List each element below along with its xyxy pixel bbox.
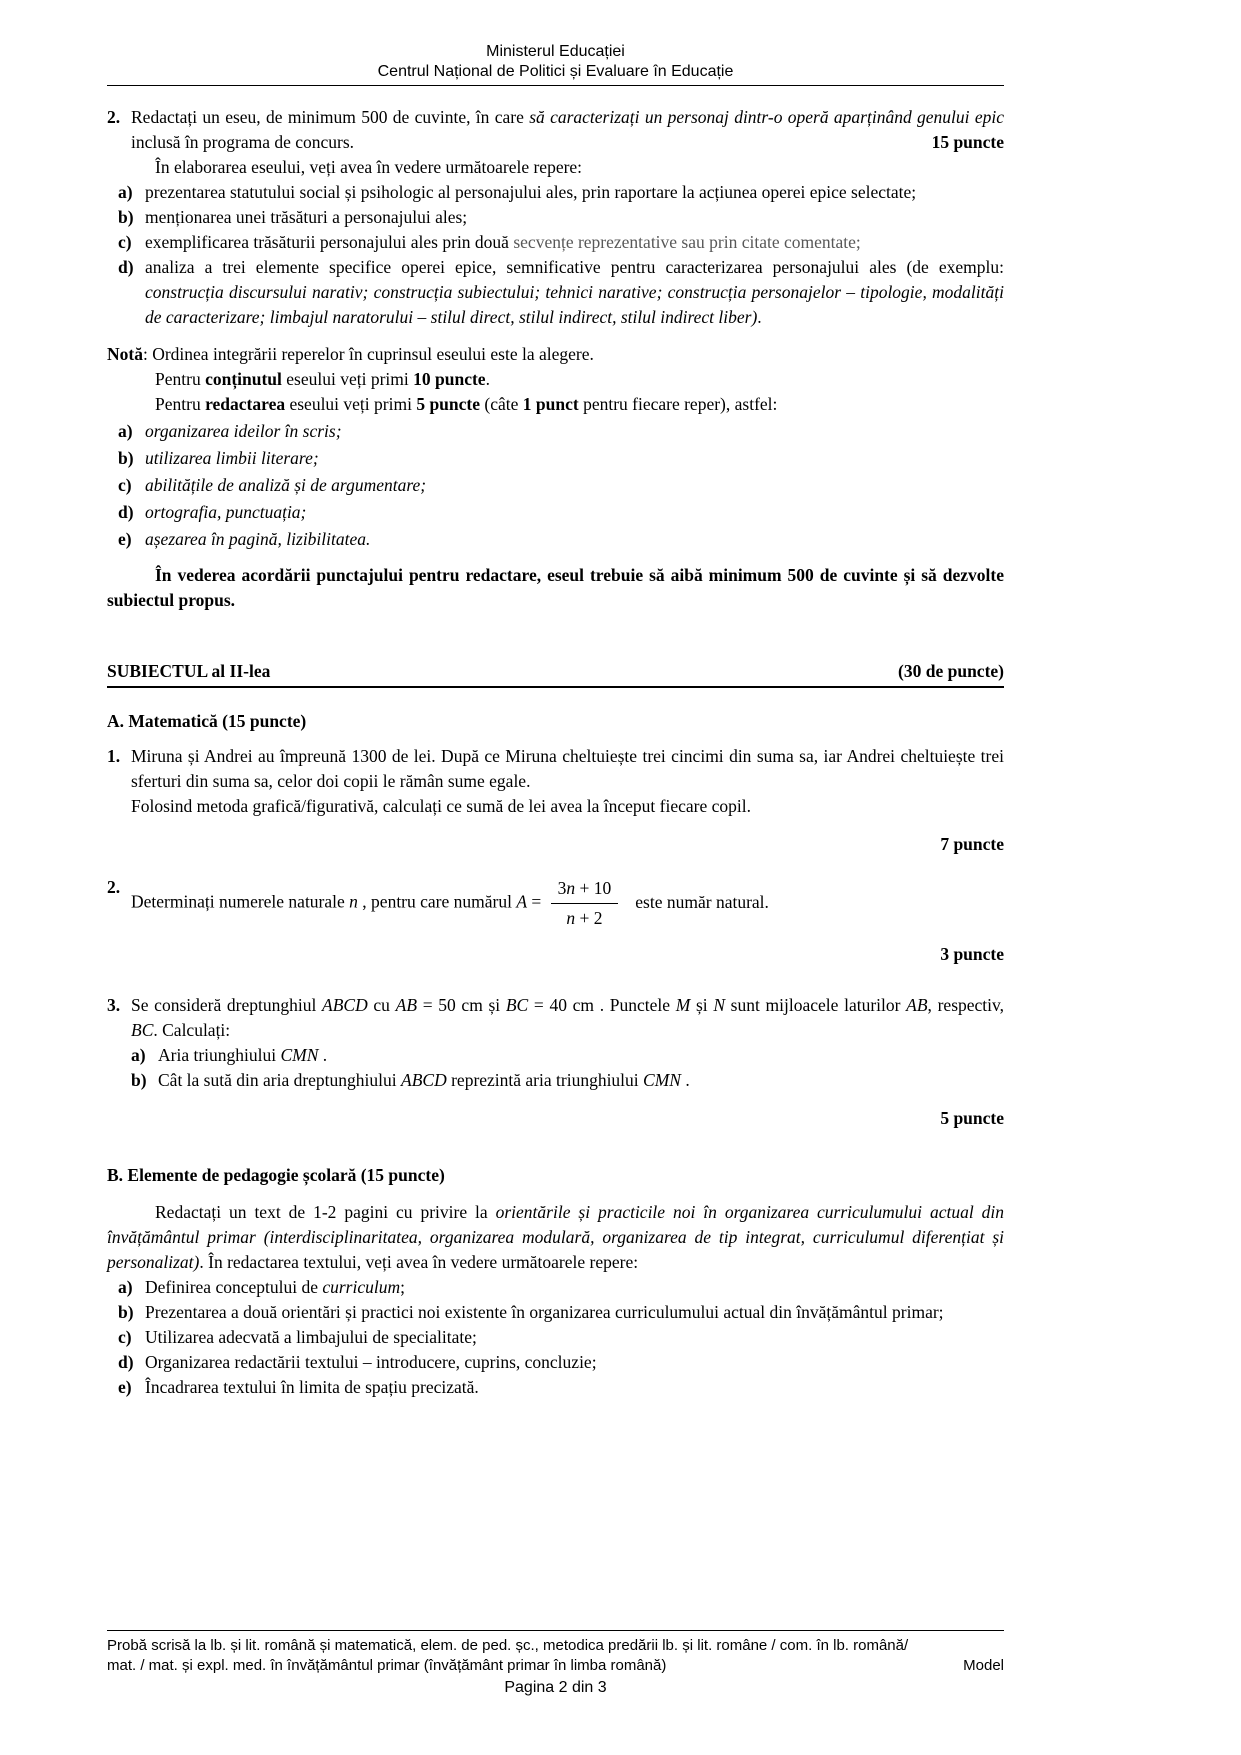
ped-b-text: Prezentarea a două orientări și practici noi existente în organizarea curriculumului actual din învățământul primar; [145,1302,944,1322]
p3-b-text-2: reprezintă aria triunghiului [446,1070,644,1090]
essay-reper-b [118,205,1004,230]
problem-2-number: 2. [107,877,121,897]
nota-reper-c [118,473,1004,498]
math-problem-2 [107,875,1004,932]
nota-final-paragraph: În vederea acordării punctajului pentru redactare, eseul trebuie să aibă minimum 500 de cuvinte și să dezvolte subiectul propus. [107,565,1004,610]
problem-2-text-3: este număr natural. [635,891,769,912]
ped-c-text: Utilizarea adecvată a limbajului de specialitate; [145,1327,477,1347]
reper-a-text: prezentarea statutului social și psihologic al personajului ales, prin raportare la acțiunea operei epice selectate; [145,182,917,202]
p3-a-text: Aria triunghiului [158,1045,281,1065]
nota-b-text: utilizarea limbii literare; [145,448,319,468]
nota-a-text: organizarea ideilor în scris; [145,421,342,441]
ped-e-label: e) [118,1377,132,1397]
ped-a-label: a) [118,1277,133,1297]
p3-t3: = 50 cm și [417,995,506,1015]
p3-a-end: . [318,1045,328,1065]
denominator-variable: n [566,908,576,928]
reper-d-text-end: . [757,307,762,327]
essay-intro-text-2: inclusă în programa de concurs. [131,132,355,152]
problem-1-number: 1. [107,746,121,766]
problem-2-points: 3 puncte [940,944,1004,964]
pedagogy-reper-d [118,1350,1004,1375]
center-name: Centrul Național de Politici și Evaluare în Educație [377,63,734,80]
document-footer [107,1630,1004,1698]
problem-3-item-a [131,1043,1004,1068]
essay-intro-text-1: Redactați un eseu, de minimum 500 de cuvinte, în care [131,107,530,127]
pedagogy-intro-paragraph [107,1200,1004,1275]
nota-d-text: ortografia, punctuația; [145,502,307,522]
problem-2-text-1: Determinați numerele naturale [131,891,350,912]
ped-d-label: d) [118,1352,134,1372]
var-BC-2: BC [131,1020,154,1040]
ministry-name: Ministerul Educației [486,43,625,60]
essay-points-badge: 15 puncte [931,132,1004,152]
numerator-coefficient: 3 [557,878,567,898]
var-N: N [713,995,725,1015]
continut-t1: Pentru [155,369,206,389]
math-problem-3 [107,993,1004,1093]
reper-b-label: b) [118,207,134,227]
ped-e-text: Încadrarea textului în limita de spațiu precizată. [145,1377,479,1397]
footer-line-2 [107,1656,1004,1676]
p3-a-label: a) [131,1045,146,1065]
reper-d-text-italic: construcția discursului narativ; construcția subiectului; tehnici narative; construcția personajelor – tipologie, modalități de caracterizare; limbajul naratorului – stilul direct, stilul indirect, stilul indirect liber) [145,282,1004,327]
nota-e-label: e) [118,529,132,549]
redactare-t3: eseului veți primi [285,394,417,414]
subject2-points: (30 de puncte) [898,661,1004,681]
p3-t7: , respectiv, [927,995,1005,1015]
ped-c-label: c) [118,1327,132,1347]
fraction [551,875,619,932]
var-CMN-2: CMN [643,1070,681,1090]
problem-3-number: 3. [107,995,121,1015]
var-A: A [516,891,528,912]
continut-bold: conținutul [205,369,282,389]
footer-rule [107,1630,1004,1631]
document-body [107,86,1004,1400]
essay-lead-line: În elaborarea eseului, veți avea în vedere următoarele repere: [155,157,583,177]
essay-question-block [107,105,1004,330]
essay-reper-a [118,180,1004,205]
problem-1-points: 7 puncte [940,834,1004,854]
p3-t5: și [690,995,714,1015]
problem-1-instruction: Folosind metoda grafică/figurativă, calculați ce sumă de lei avea la început fiecare copil. [131,796,752,816]
problem-3-points: 5 puncte [940,1108,1004,1128]
nota-c-label: c) [118,475,132,495]
ped-a-italic: curriculum [322,1277,401,1297]
reper-d-label: d) [118,257,134,277]
var-ABCD: ABCD [322,995,368,1015]
redactare-punct: 1 punct [522,394,579,414]
nota-line [107,342,1004,367]
essay-reper-c [118,230,1004,255]
p3-b-end: . [680,1070,690,1090]
reper-b-text: menționarea unei trăsături a personajului ales; [145,207,468,227]
var-AB-2: AB [906,995,928,1015]
continut-end: . [485,369,490,389]
nota-e-text: așezarea în pagină, lizibilitatea. [145,529,371,549]
fraction-numerator [551,875,619,904]
reper-c-text-black: exemplificarea trăsăturii personajului ales prin două [145,232,514,252]
redactare-end: pentru fiecare reper), astfel: [578,394,778,414]
essay-intro-paragraph [107,105,1004,155]
nota-block [107,342,1004,613]
p3-t2: cu [367,995,396,1015]
problem-1-body [131,744,1004,819]
nota-b-label: b) [118,448,134,468]
redactare-t5: (câte [480,394,523,414]
equals-sign: = [527,891,546,912]
essay-intro-body [131,105,1004,155]
redactare-points: 5 puncte [416,394,481,414]
pedagogy-reper-b [118,1300,1004,1325]
var-M: M [675,995,691,1015]
essay-topic-italic: să caracterizați un personaj dintr-o operă aparținând genului epic [529,107,1004,127]
p3-t1: Se consideră dreptunghiul [131,995,323,1015]
nota-reper-b [118,446,1004,471]
denominator-constant: + 2 [575,908,603,928]
nota-continut-line [155,367,1004,392]
p3-t8: . Calculați: [153,1020,231,1040]
pedagogy-topic-italic: orientările și practicile noi în organizarea curriculumului actual din învățământul primar (interdisciplinaritatea, organizarea modulară, organizarea de tip integrat, curriculumul diferențiat și personalizat) [107,1202,1004,1272]
nota-a-label: a) [118,421,133,441]
var-n: n [349,891,358,912]
var-ABCD-2: ABCD [401,1070,447,1090]
nota-reper-a [118,419,1004,444]
p3-b-text-1: Cât la sută din aria dreptunghiului [158,1070,402,1090]
var-BC: BC [505,995,529,1015]
continut-t3: eseului veți primi [281,369,414,389]
ped-a-text: Definirea conceptului de [145,1277,323,1297]
nota-reper-d [118,500,1004,525]
numerator-constant: + 10 [575,878,612,898]
footer-line-1: Probă scrisă la lb. și lit. română și matematică, elem. de ped. șc., metodica predării lb. și lit. române / com. în lb. română/ [107,1637,909,1654]
math-problem-1 [107,744,1004,819]
p3-b-label: b) [131,1070,147,1090]
essay-question-number: 2. [107,107,121,127]
problem-2-text-2: , pentru care numărul [357,891,517,912]
section-b-title: B. Elemente de pedagogie școlară (15 puncte) [107,1165,445,1185]
ped-d-text: Organizarea redactării textului – introducere, cuprins, concluzie; [145,1352,597,1372]
footer-exam-description: mat. / mat. și expl. med. în învățământul primar (învățământ primar în limba română) [107,1656,667,1674]
p3-t4: = 40 cm . Punctele [528,995,676,1015]
continut-points: 10 puncte [413,369,486,389]
nota-redactare-line [155,392,1004,417]
redactare-t1: Pentru [155,394,206,414]
problem-3-body [131,993,1004,1093]
pedagogy-reper-c [118,1325,1004,1350]
ped-b-label: b) [118,1302,134,1322]
nota-reper-e [118,527,1004,552]
var-AB: AB [395,995,418,1015]
footer-model-label: Model [963,1656,1004,1674]
reper-d-text [145,255,1004,330]
reper-a-label: a) [118,182,133,202]
pedagogy-intro-text-1: Redactați un text de 1-2 pagini cu privire la [155,1202,496,1222]
essay-reper-d [118,255,1004,330]
subject2-title: SUBIECTUL al II-lea [107,661,271,681]
p3-t6: sunt mijloacele laturilor [725,995,907,1015]
reper-c-text [145,230,1004,255]
problem-2-body [131,875,1004,932]
nota-label: Notă [107,344,143,364]
nota-text: : Ordinea integrării reperelor în cuprinsul eseului este la alegere. [142,344,594,364]
pedagogy-reper-e [118,1375,1004,1400]
fraction-denominator [551,904,619,932]
var-CMN: CMN [280,1045,319,1065]
nota-c-text: abilitățile de analiză și de argumentare; [145,475,427,495]
page-number: Pagina 2 din 3 [504,1679,607,1696]
section-a-title: A. Matematică (15 puncte) [107,711,307,731]
pedagogy-reper-a [118,1275,1004,1300]
reper-c-text-gray: secvențe reprezentative sau prin citate comentate; [513,232,861,252]
problem-3-item-b [131,1068,1004,1093]
problem-1-text: Miruna și Andrei au împreună 1300 de lei. După ce Miruna cheltuiește trei cincimi din suma sa, iar Andrei cheltuiește trei sferturi din suma sa, celor doi copii le rămân sume egale. [131,746,1004,791]
reper-d-text-normal: analiza a trei elemente specifice operei epice, semnificative pentru caracterizarea personajului ales (de exemplu: [145,257,1004,277]
redactare-bold: redactarea [205,394,286,414]
reper-c-label: c) [118,232,132,252]
numerator-variable: n [566,878,576,898]
ped-a-end: ; [400,1277,406,1297]
subject2-header [107,659,1004,688]
pedagogy-intro-text-2: . În redactarea textului, veți avea în vedere următoarele repere: [199,1252,639,1272]
nota-d-label: d) [118,502,134,522]
problem-3-text [131,993,1004,1043]
document-header [107,0,1004,86]
